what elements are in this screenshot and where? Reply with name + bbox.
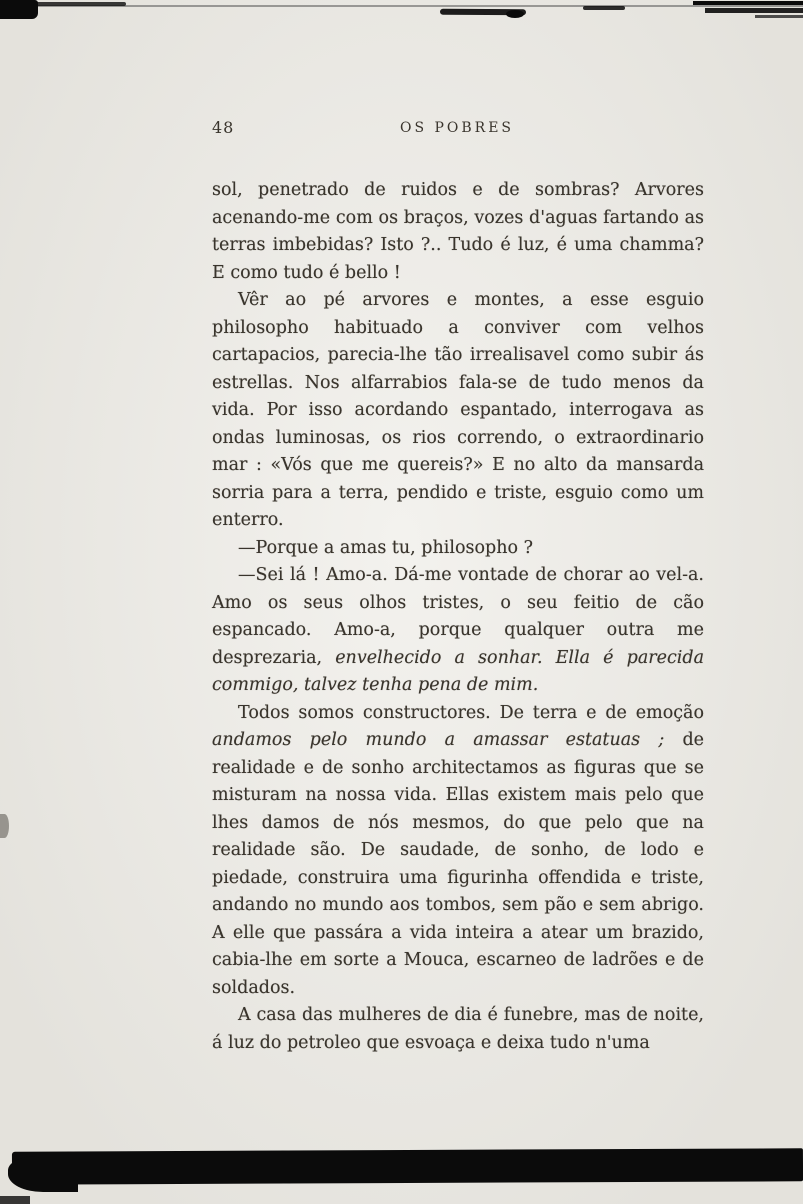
scan-artifact-bottom-tail bbox=[0, 1196, 30, 1204]
scan-artifact-top-left-corner bbox=[0, 0, 38, 19]
text-segment: A casa das mulheres de dia é funebre, mas de noite, á luz do petroleo que esvoaça e deixa tudo n'uma bbox=[212, 1005, 704, 1053]
page-body bbox=[212, 177, 704, 1057]
scan-artifact-top-right-line bbox=[693, 1, 803, 5]
text-segment: sol, penetrado de ruidos e de sombras? Arvores acenando-me com os braços, vozes d'aguas fartando as terras imbebidas? Isto ?.. Tudo é luz, é uma chamma? E como tudo é bello ! bbox=[212, 180, 704, 283]
scan-artifact-bottom-bar bbox=[12, 1148, 803, 1184]
paragraph bbox=[212, 1002, 704, 1057]
text-segment: Todos somos constructores. De terra e de emoção bbox=[238, 702, 704, 723]
italic-text-segment: andamos pelo mundo a amassar estatuas ; bbox=[212, 730, 665, 750]
paragraph bbox=[212, 535, 704, 563]
text-segment: —Porque a amas tu, philosopho ? bbox=[238, 537, 533, 558]
scan-artifact-top-left-dash bbox=[36, 2, 126, 6]
scan-artifact-top-right-line3 bbox=[755, 15, 803, 18]
scan-artifact-top-right-line2 bbox=[705, 8, 803, 13]
paragraph bbox=[212, 562, 704, 700]
scan-artifact-bottom-blob bbox=[8, 1156, 78, 1192]
scan-artifact-top-dash bbox=[583, 6, 625, 10]
running-header: OS POBRES bbox=[399, 120, 515, 136]
text-segment: de realidade e de sonho architectamos as figuras que se misturam na nossa vida. Ellas existem mais pelo que lhes damos de nós mesmos, do que pelo que na realidade são. De saudade, de sonho, de lodo e piedade, construira uma figurinha offendida e triste, andando no mundo aos tombos, sem pão e sem abrigo. A elle que passára a vida inteira a atear um brazido, cabia-lhe em sorte a Mouca, escarneo de ladrões e de soldados. bbox=[212, 730, 705, 998]
scan-artifact-top-blob bbox=[506, 10, 524, 18]
text-segment: —Sei lá ! Amo-a. Dá-me vontade de chorar ao vel-a. Amo os seus olhos tristes, o seu feitio de cão espancado. Amo-a, porque qualquer outra me desprezaria, bbox=[212, 565, 704, 668]
text-segment: Vêr ao pé arvores e montes, a esse esguio philosopho habituado a conviver com velhos cartapacios, parecia-lhe tão irrealisavel como subir ás estrellas. Nos alfarrabios fala-se de tudo menos da vida. Por isso acordando espantado, interrogava as ondas luminosas, os rios correndo, o extraordinario mar : «Vós que me quereis?» E no alto da mansarda sorria para a terra, pendido e triste, esguio como um enterro. bbox=[212, 290, 704, 530]
italic-text-segment: envelhecido a sonhar. Ella é parecida commigo, talvez tenha pena de mim. bbox=[212, 647, 705, 695]
paragraph bbox=[212, 287, 704, 535]
page-number: 48 bbox=[212, 118, 235, 137]
paragraph bbox=[212, 177, 704, 287]
scan-artifact-left-smudge bbox=[0, 814, 9, 838]
paragraph bbox=[212, 700, 704, 1003]
